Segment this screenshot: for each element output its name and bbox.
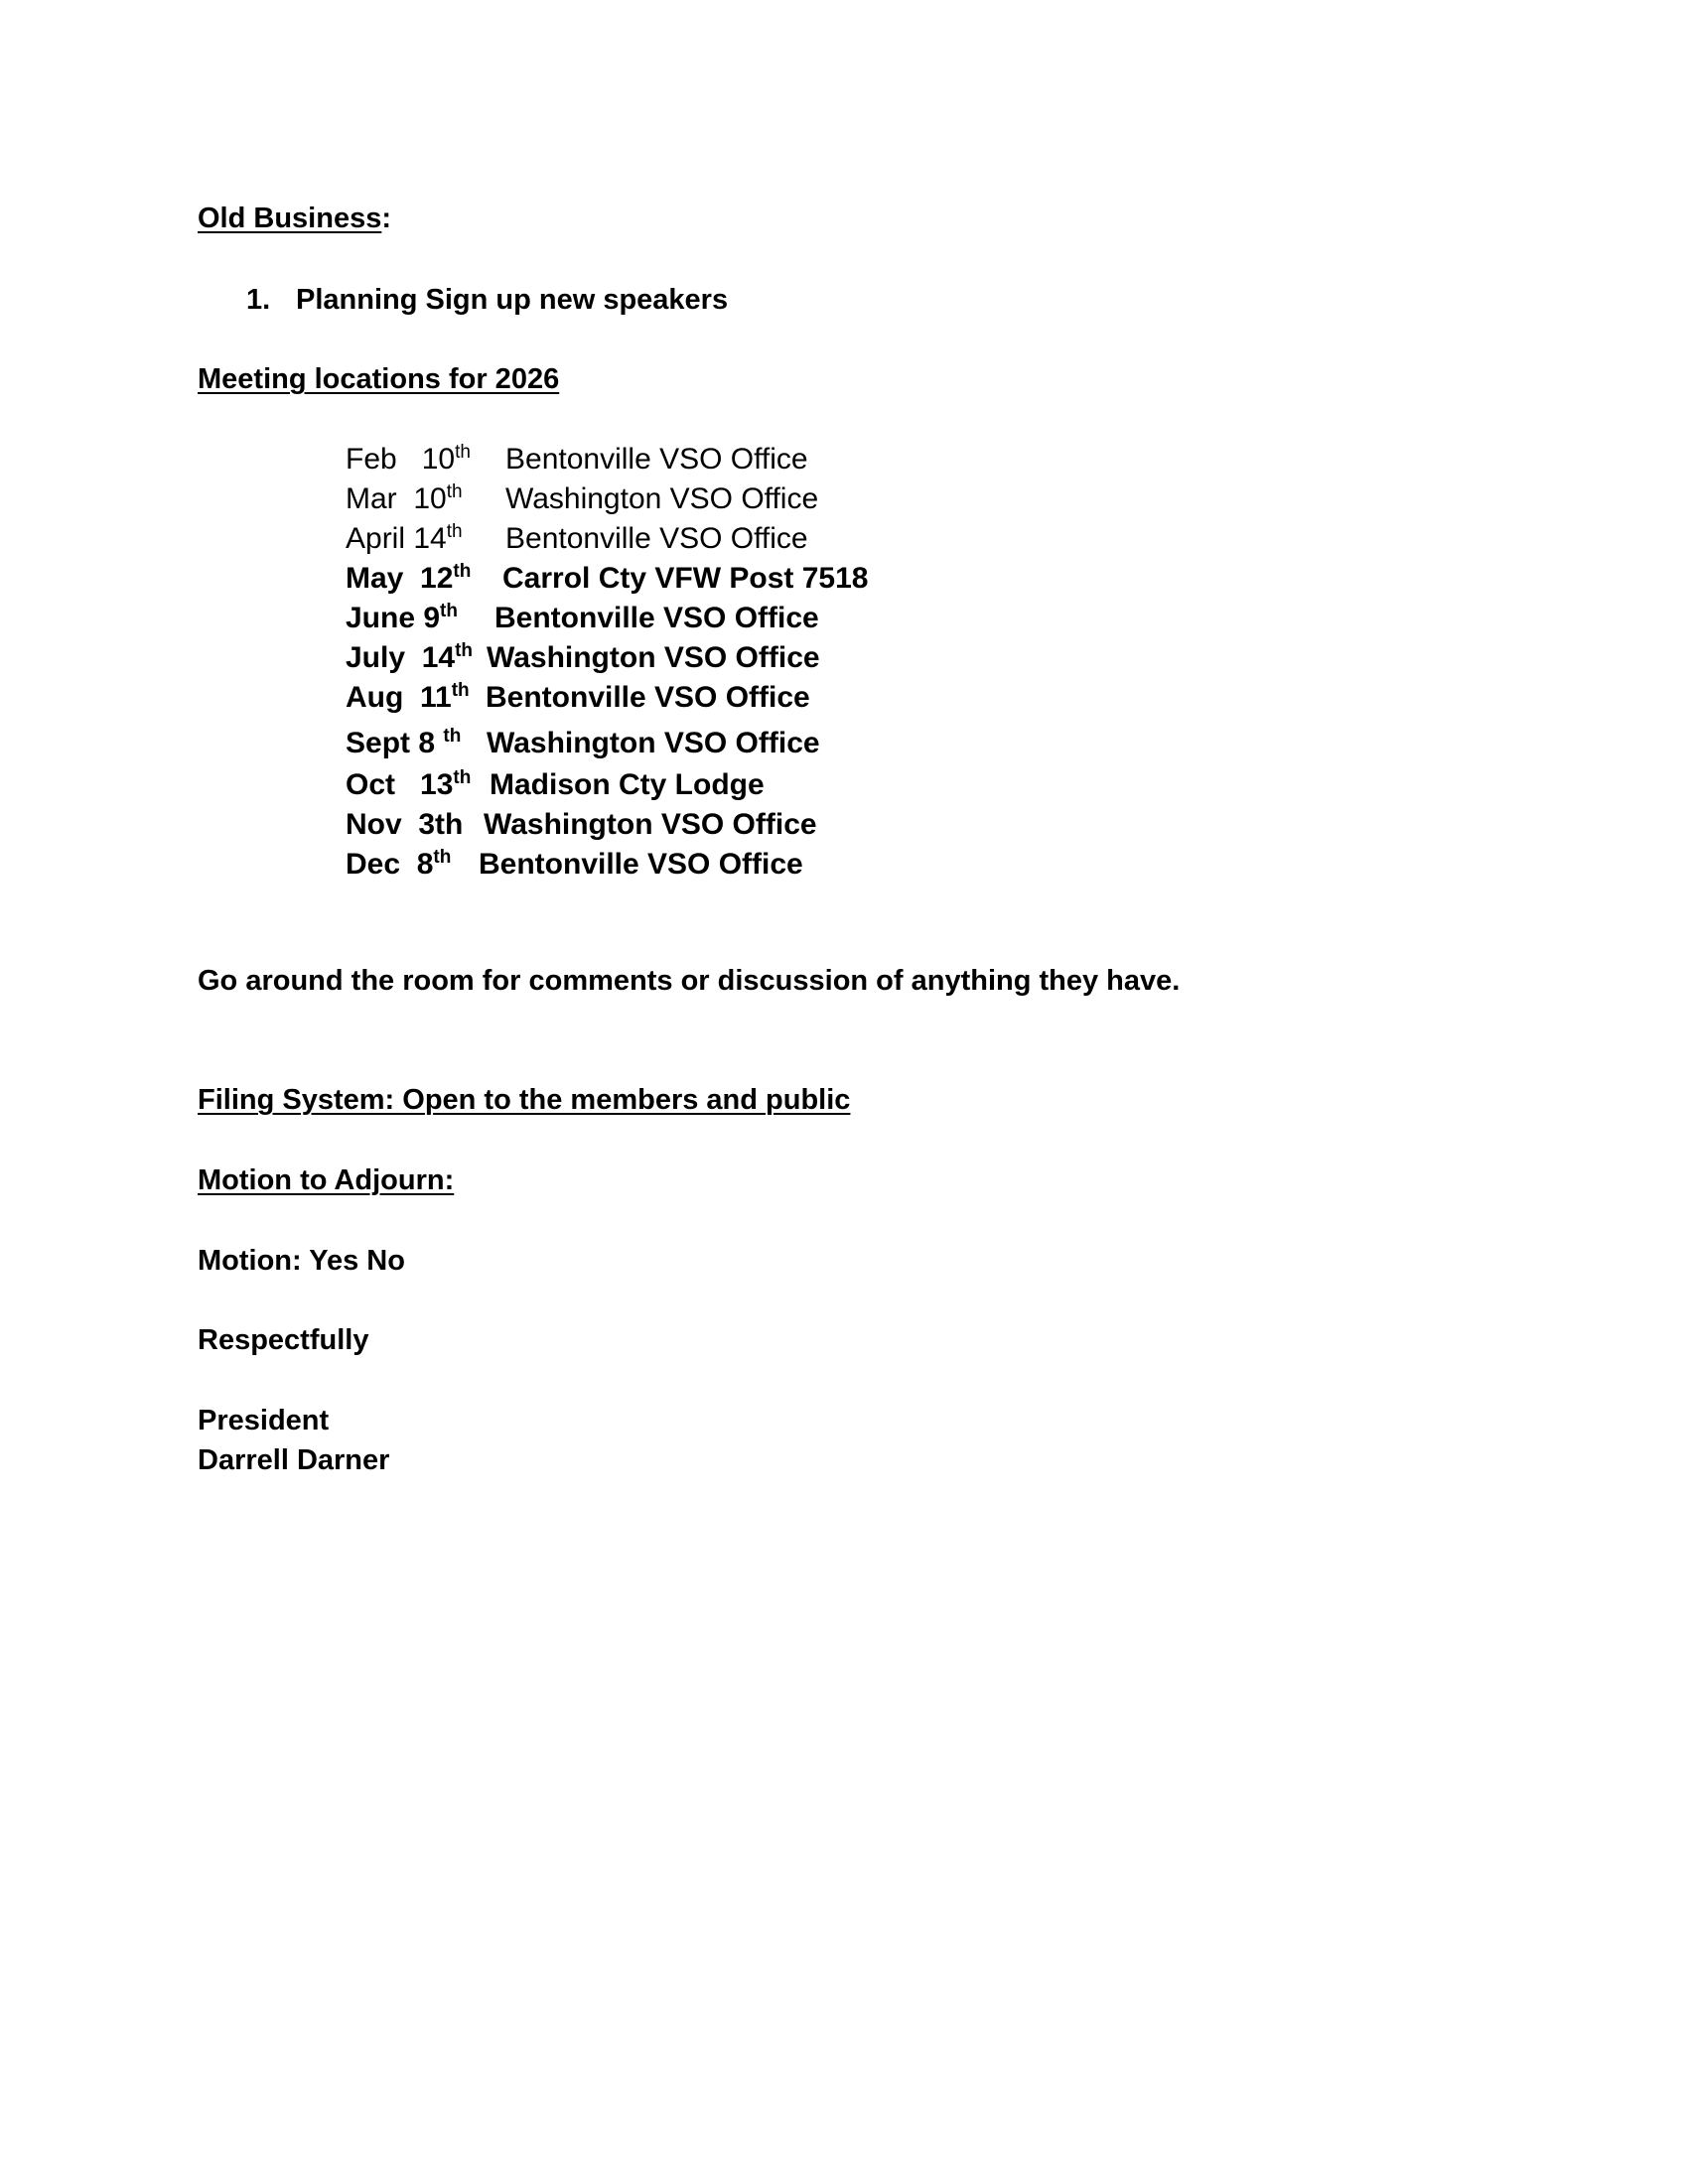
meeting-location: Bentonville VSO Office — [505, 443, 808, 476]
meeting-location: Washington VSO Office — [487, 727, 820, 759]
meeting-date: Feb 10th — [346, 442, 471, 476]
signature-title: President — [198, 1405, 330, 1436]
list-item-planning: Planning Sign up new speakers — [296, 284, 729, 316]
discussion-text: Go around the room for comments or discussion of anything they have. — [198, 965, 1181, 997]
meeting-location: Washington VSO Office — [487, 641, 820, 674]
meeting-date: May 12th — [346, 561, 472, 595]
meeting-date: June 9th — [346, 601, 458, 634]
meeting-date: July 14th — [346, 640, 474, 674]
motion-to-adjourn-heading: Motion to Adjourn: — [198, 1164, 455, 1196]
old-business-heading: Old Business: — [198, 203, 391, 234]
meeting-locations-heading: Meeting locations for 2026 — [198, 363, 560, 395]
meeting-location: Bentonville VSO Office — [494, 602, 819, 634]
meeting-location: Bentonville VSO Office — [479, 848, 803, 881]
meeting-date: Dec 8th — [346, 847, 452, 881]
closing-text: Respectfully — [198, 1324, 369, 1356]
meeting-location: Washington VSO Office — [505, 482, 819, 515]
meeting-date: Sept 8 $^{th}$ — [346, 726, 462, 759]
meeting-location: Madison Cty Lodge — [490, 768, 765, 801]
meeting-date: Oct 13th — [346, 767, 472, 801]
meeting-date: April 14th — [346, 521, 463, 555]
filing-system-heading: Filing System: Open to the members and public — [198, 1084, 851, 1116]
meeting-date: Aug 11th — [346, 680, 470, 714]
meeting-location: Bentonville VSO Office — [486, 681, 810, 714]
meeting-date: Mar 10th — [346, 481, 463, 515]
list-number: 1. — [246, 284, 271, 316]
motion-line: Motion: Yes No — [198, 1245, 405, 1277]
meeting-location: Carrol Cty VFW Post 7518 — [502, 562, 869, 595]
signature-name: Darrell Darner — [198, 1444, 390, 1476]
meeting-location: Bentonville VSO Office — [505, 522, 808, 555]
meeting-date: Nov 3th — [346, 808, 464, 841]
meeting-location: Washington VSO Office — [484, 808, 817, 841]
